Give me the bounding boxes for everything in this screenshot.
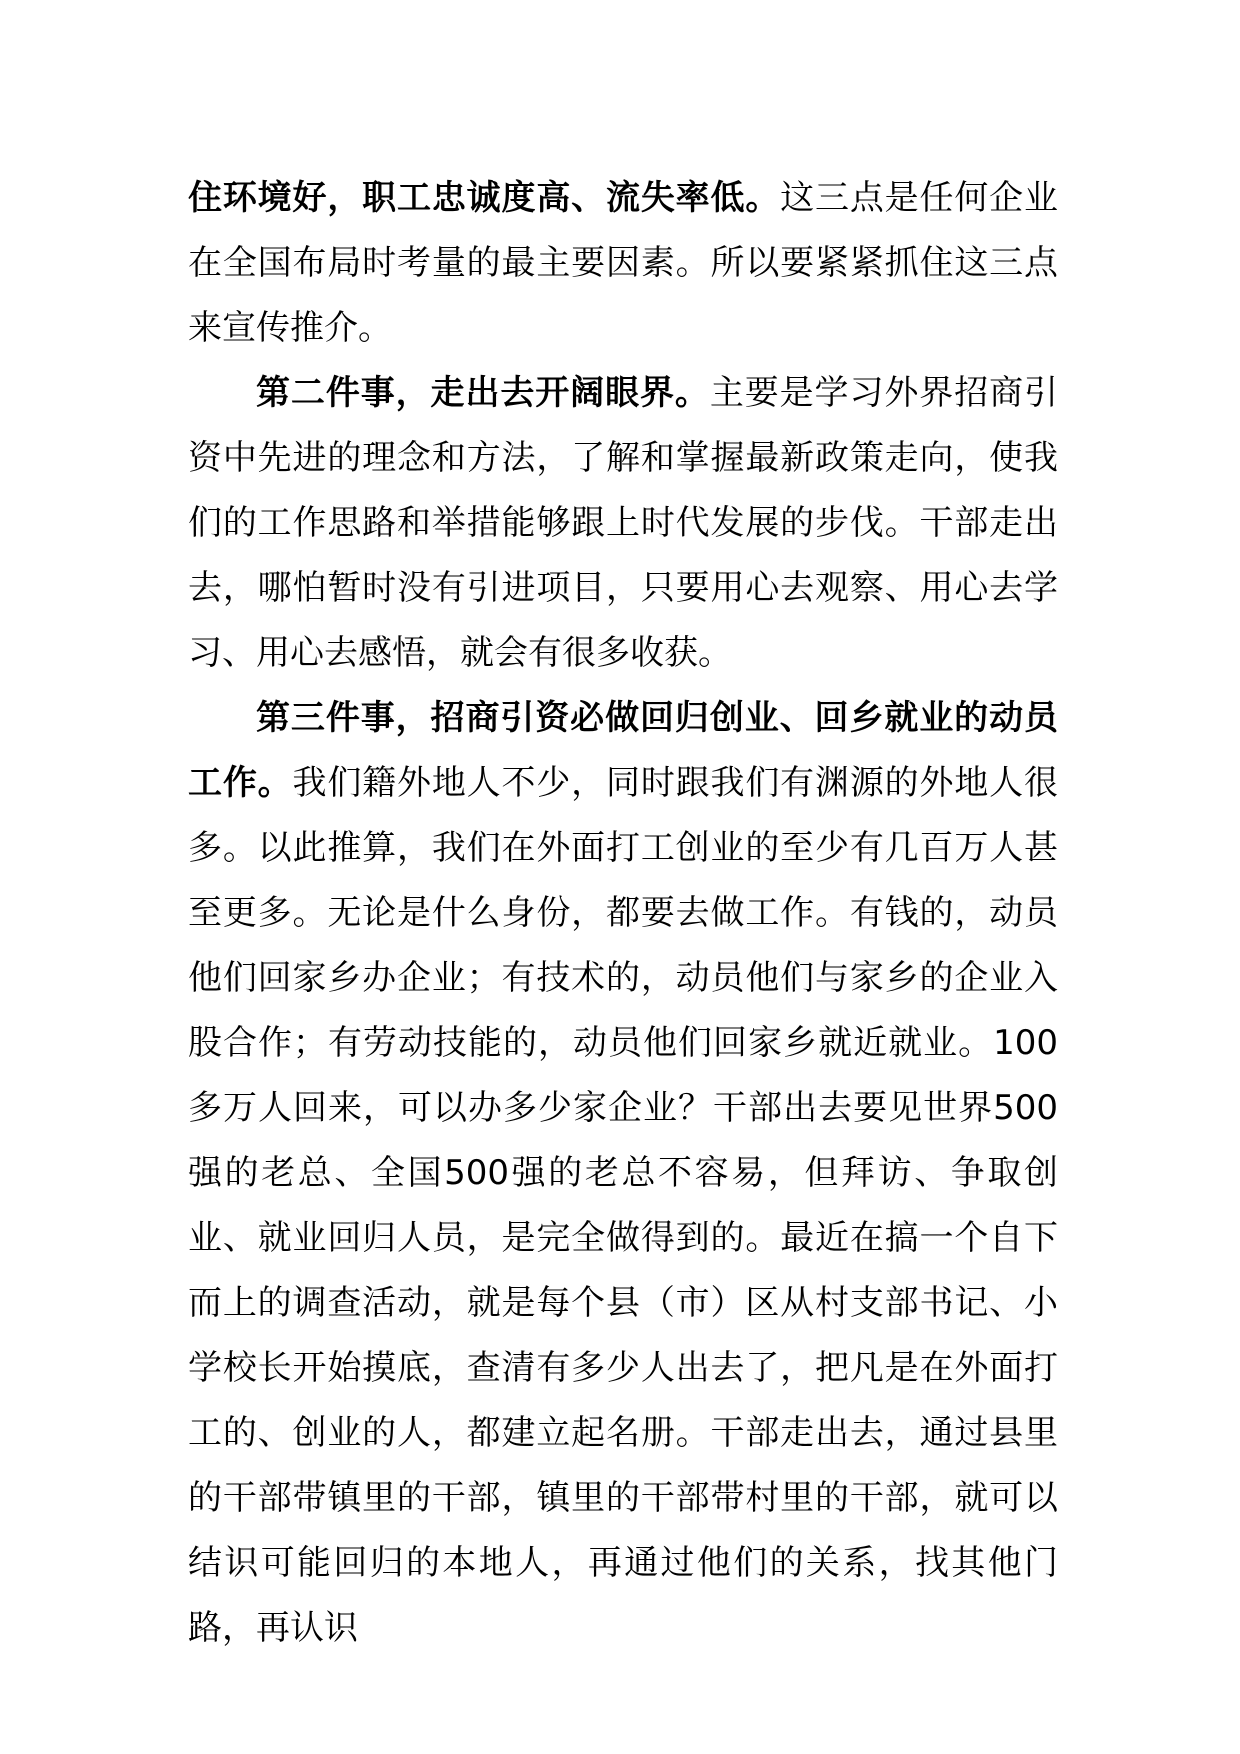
paragraph-body: 主要是学习外界招商引资中先进的理念和方法，了解和掌握最新政策走向，使我们的工作思路和举措能够跟上时代发展的步伐。干部走出去，哪怕暂时没有引进项目，只要用心去观察、用心去学习、用心去感悟，就会有很多收获。 [188,373,1059,673]
paragraph-body: 我们籍外地人不少，同时跟我们有渊源的外地人很多。以此推算，我们在外面打工创业的至少有几百万人甚至更多。无论是什么身份，都要去做工作。有钱的，动员他们回家乡办企业；有技术的，动员他们与家乡的企业入股合作；有劳动技能的，动员他们回家乡就近就业。100多万人回来，可以办多少家企业？干部出去要见世界500强的老总、全国500强的老总不容易，但拜访、争取创业、就业回归人员，是完全做得到的。最近在搞一个自下而上的调查活动，就是每个县（市）区从村支部书记、小学校长开始摸底，查清有多少人出去了，把凡是在外面打工的、创业的人，都建立起名册。干部走出去，通过县里的干部带镇里的干部，镇里的干部带村里的干部，就可以结识可能回归的本地人，再通过他们的关系，找其他门路，再认识 [188,763,1058,1648]
paragraph-second-item [188,361,1058,686]
document-page [188,166,1058,1661]
paragraph-body: 这三点是任何企业在全国布局时考量的最主要因素。所以要紧紧抓住这三点来宣传推介。 [188,178,1059,348]
paragraph-third-item [188,686,1058,1661]
paragraph-continuation [188,166,1058,361]
paragraph-lead-bold: 第二件事，走出去开阔眼界。 [256,373,710,413]
paragraph-lead-bold: 住环境好，职工忠诚度高、流失率低。 [188,178,781,218]
paragraph-lead-bold: 第三件事，招商引资必做回归创业、回乡就业的动员工作。 [188,698,1058,803]
